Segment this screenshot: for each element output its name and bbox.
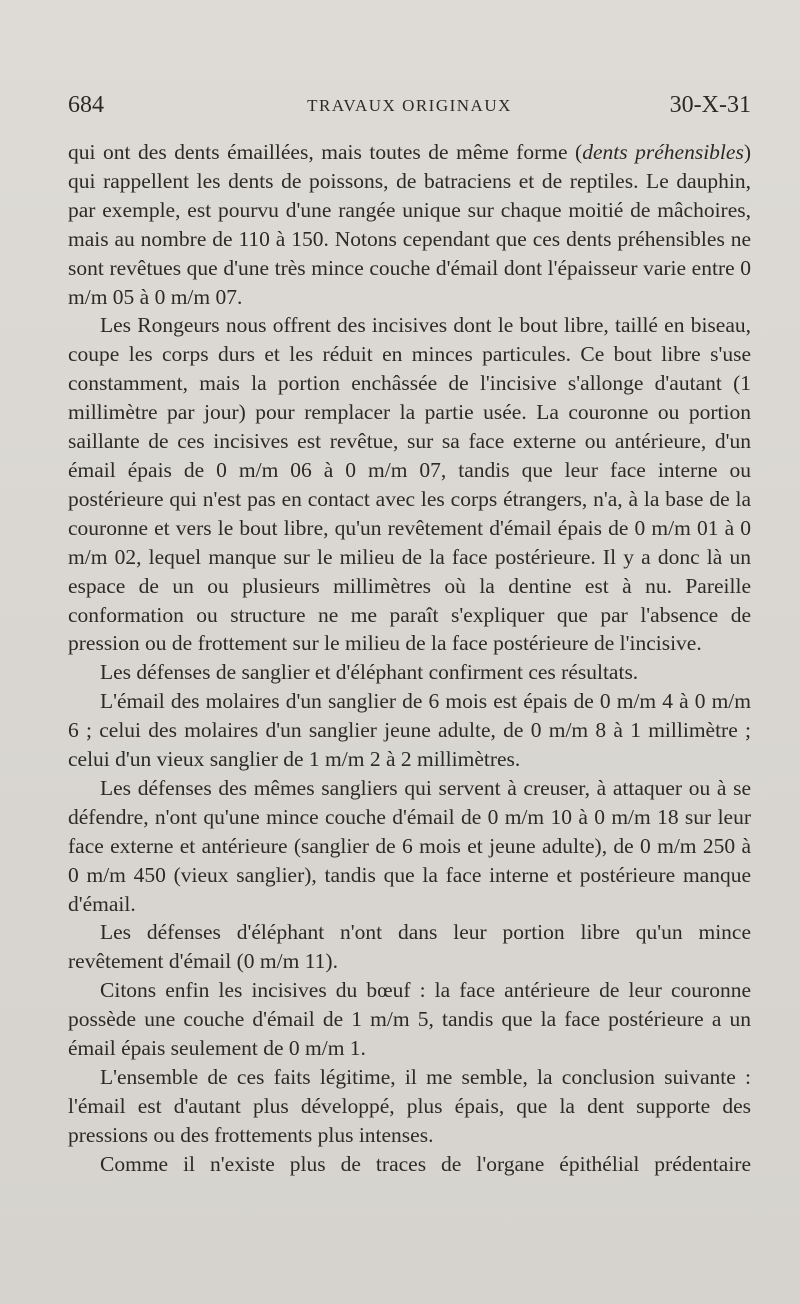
paragraph-5: Les défenses des mêmes sangliers qui servent à creuser, à attaquer ou à se défendre, n'ont qu'une mince couche d'émail de 0 m/m 10 à 0 m/m 18 sur leur face externe et antérieure (sanglier de 6 mois et jeune adulte), de 0 m/m 250 à 0 m/m 450 (vieux sanglier), tandis que la face interne et postérieure manque d'émail. bbox=[68, 775, 751, 916]
body-text bbox=[68, 138, 751, 1179]
paragraph-8: L'ensemble de ces faits légitime, il me semble, la conclusion suivante : l'émail est d'autant plus développé, plus épais, que la dent supporte des pressions ou des frottements plus intenses. bbox=[68, 1065, 751, 1147]
paragraph-7: Citons enfin les incisives du bœuf : la face antérieure de leur couronne possède une couche d'émail de 1 m/m 5, tandis que la face postérieure a un émail épais seulement de 0 m/m 1. bbox=[68, 978, 751, 1061]
paragraph-6: Les défenses d'éléphant n'ont dans leur portion libre qu'un mince revêtement d'émail (0 m/m 11). bbox=[68, 920, 751, 974]
italic-term: dents préhensibles bbox=[582, 140, 744, 164]
paragraph-4: L'émail des molaires d'un sanglier de 6 mois est épais de 0 m/m 4 à 0 m/m 6 ; celui des molaires d'un sanglier jeune adulte, de 0 m/m 8 à 1 millimètre ; celui d'un vieux sanglier de 1 m/m 2 à 2 millimètres. bbox=[68, 689, 751, 772]
paragraph-2: Les Rongeurs nous offrent des incisives dont le bout libre, taillé en biseau, coupe les corps durs et les réduit en minces particules. Ce bout libre s'use constamment, mais la portion enchâssée de l'incisive s'allonge d'autant (1 millimètre par jour) pour remplacer la partie usée. La couronne ou portion saillante de ces incisives est revêtue, sur sa face externe ou antérieure, d'un émail épais de 0 m/m 06 à 0 m/m 07, tandis que leur face interne ou postérieure qui n'est pas en contact avec les corps étrangers, n'a, à la base de la couronne et vers le bout libre, qu'un revêtement d'émail épais de 0 m/m 01 à 0 m/m 02, lequel manque sur le milieu de la face postérieure. Il y a donc là un espace de un ou plusieurs millimètres où la dentine est à nu. Pareille conformation ou structure ne me paraît s'expliquer que par l'absence de pression ou de frottement sur le milieu de la face postérieure de l'incisive. bbox=[68, 313, 751, 656]
page-number: 684 bbox=[68, 92, 104, 118]
paragraph-3: Les défenses de sanglier et d'éléphant confirment ces résultats. bbox=[100, 660, 639, 685]
running-title: TRAVAUX ORIGINAUX bbox=[307, 96, 512, 115]
paragraph-9: Comme il n'existe plus de traces de l'organe épithélial prédentaire bbox=[100, 1151, 751, 1176]
issue-reference: 30-X-31 bbox=[669, 92, 751, 118]
running-header bbox=[68, 92, 751, 122]
paragraph-1: qui ont des dents émaillées, mais toutes de même forme (dents préhensibles) qui rappellent les dents de poissons, de batraciens et de reptiles. Le dauphin, par exemple, est pourvu d'une rangée unique sur chaque moitié de mâchoires, mais au nombre de 110 à 150. Notons cependant que ces dents préhensibles ne sont revêtues que d'une très mince couche d'émail dont l'épaisseur varie entre 0 m/m 05 à 0 m/m 07. bbox=[68, 140, 751, 309]
